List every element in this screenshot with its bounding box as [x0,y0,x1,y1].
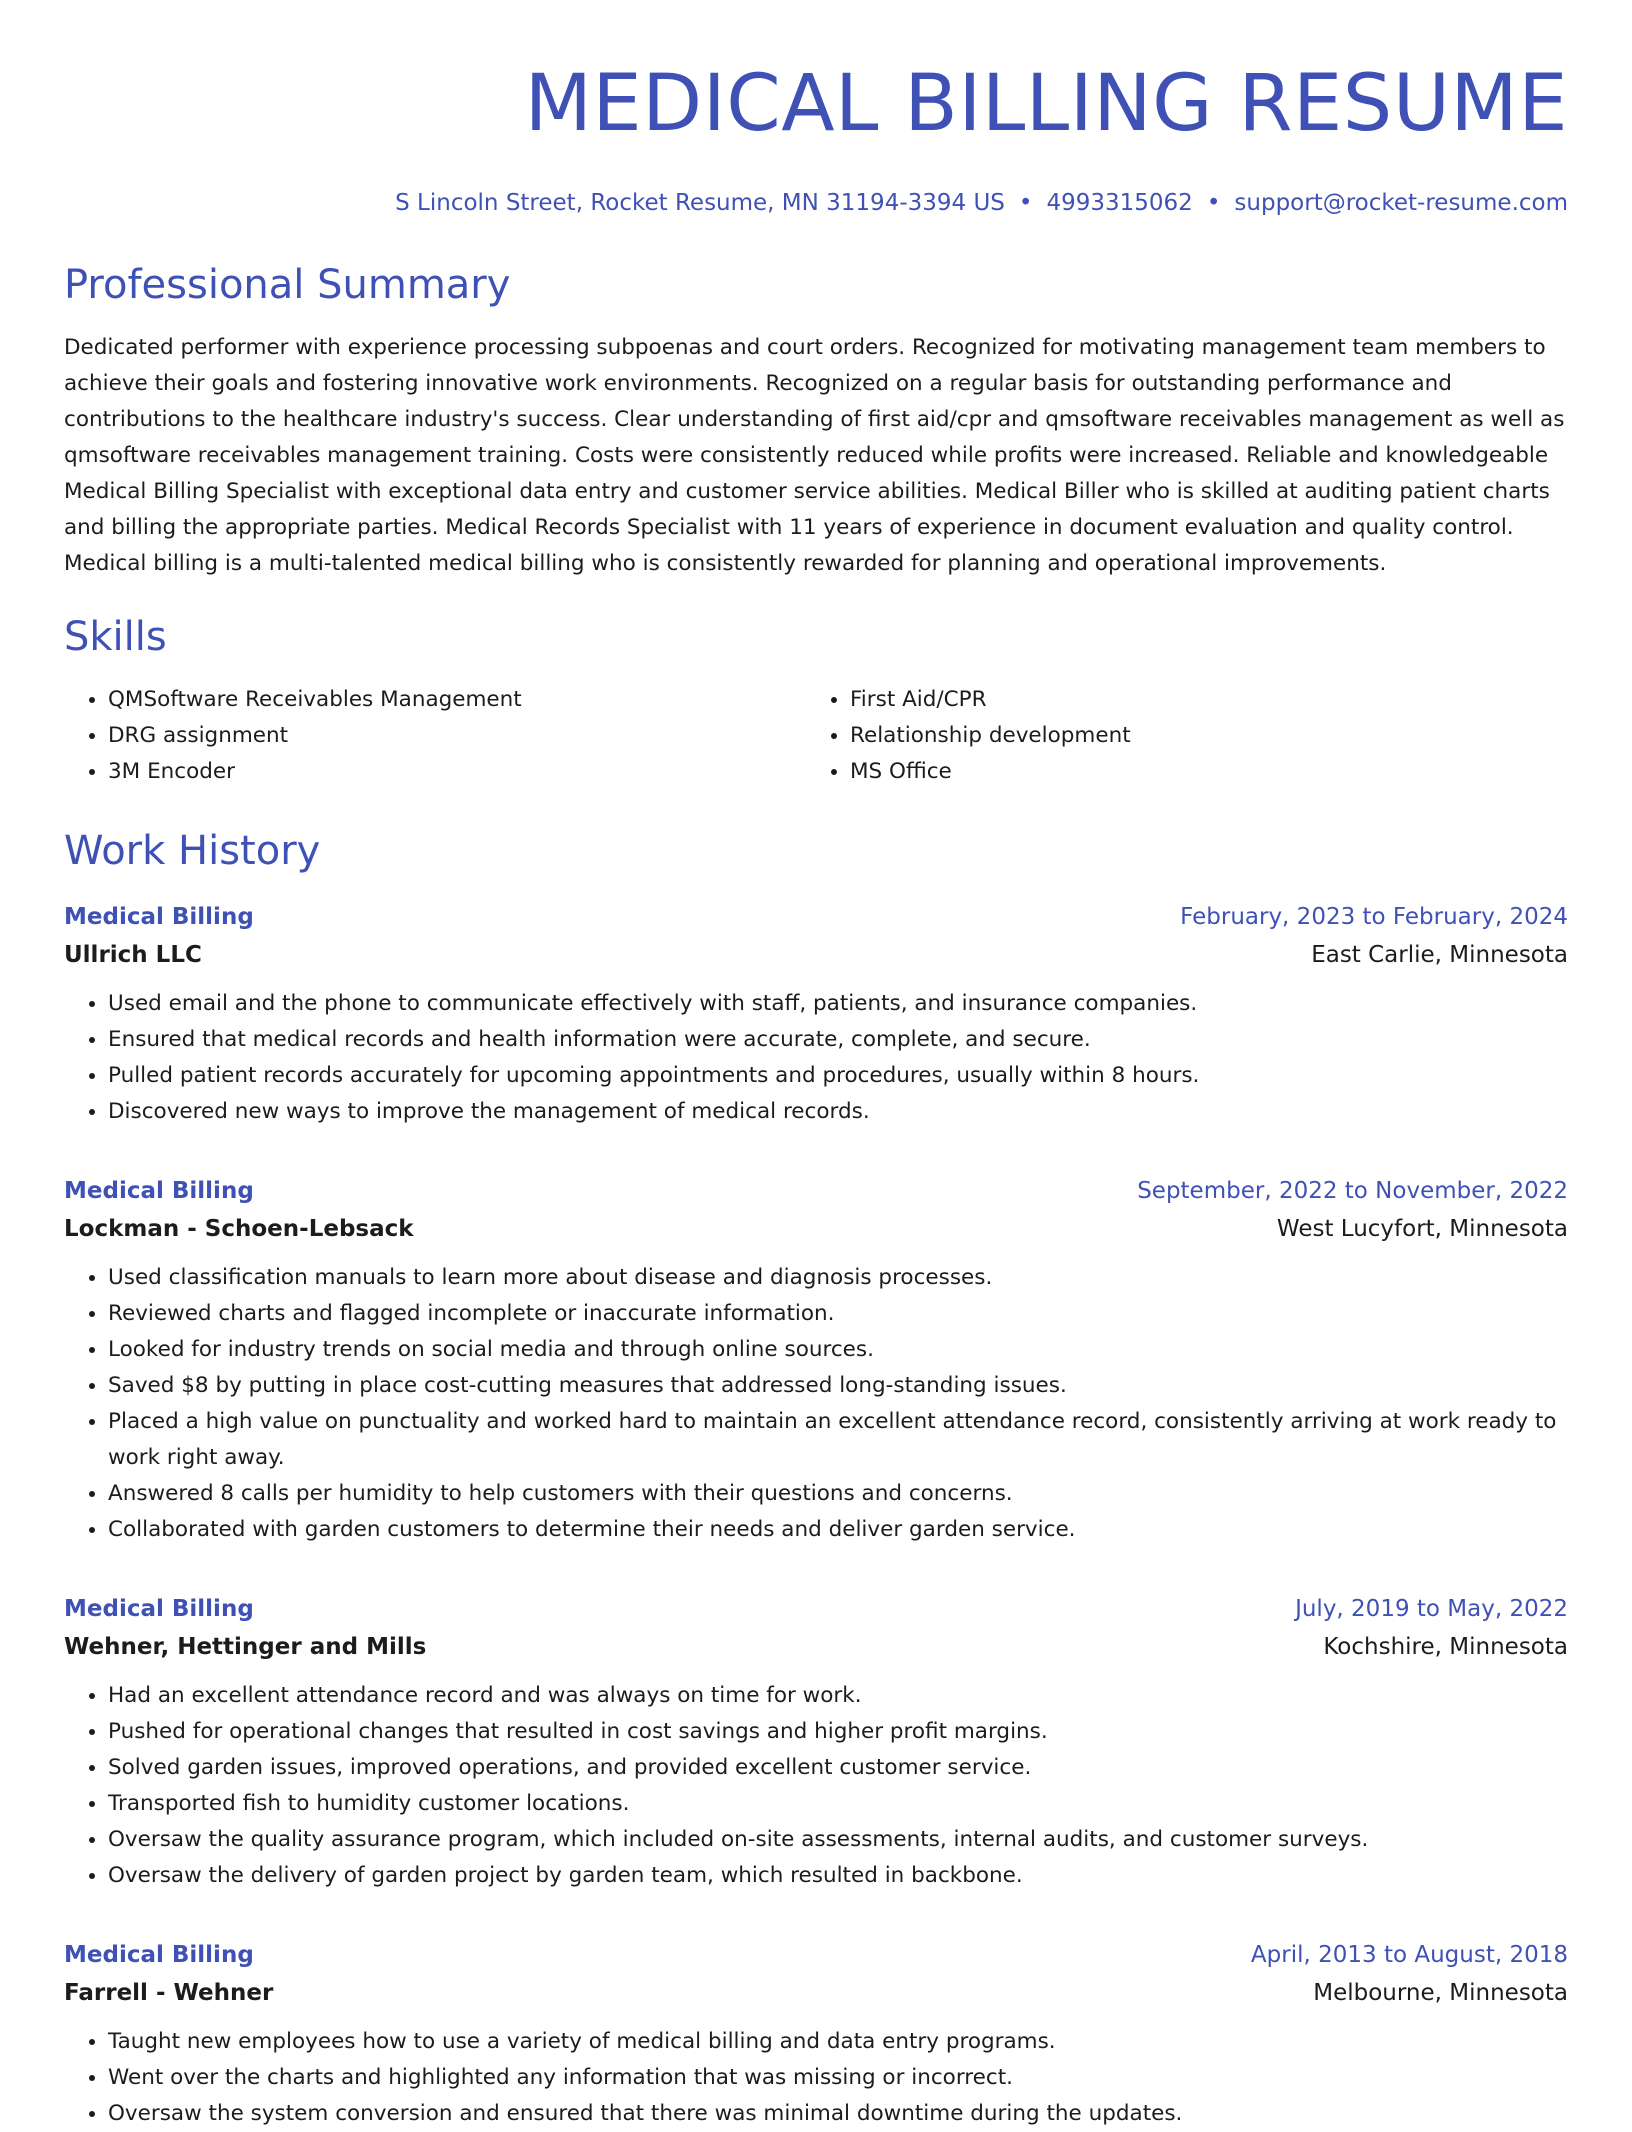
skill-item: • First Aid/CPR [850,682,1548,718]
resume-title: MEDICAL BILLING RESUME [524,59,1568,149]
job-header [64,898,1568,936]
job-bullet: • Transported fish to humidity customer locations. [108,1786,1568,1822]
skill-item: • QMSoftware Receivables Management [108,682,806,718]
job-title: Medical Billing [64,1942,254,1968]
skill-item: • 3M Encoder [108,754,806,790]
section-title-work-history: Work History [64,828,321,874]
job-company: Farrell - Wehner [64,1980,274,2006]
job-bullets [64,2024,1568,2132]
address: S Lincoln Street, Rocket Resume, MN 31194-3394 US [395,190,1005,216]
contact-line [64,188,1568,218]
job-location: East Carlie, Minnesota [1311,942,1568,968]
job-entry [64,898,1568,1130]
job-title: Medical Billing [64,1596,254,1622]
job-header [64,1936,1568,1974]
job-bullet: • Used classification manuals to learn more about disease and diagnosis processes. [108,1260,1568,1296]
job-subheader [64,1628,1568,1666]
job-company: Lockman - Schoen-Lebsack [64,1216,414,1242]
section-title-skills: Skills [64,614,167,660]
summary-text: Dedicated performer with experience processing subpoenas and court orders. Recognized for motivating management team members to achieve their goals and fostering innovative work environments. Recognized on a regular basis for outstanding performance and contributions to the healthcare industry's success. Clear understanding of first aid/cpr and qmsoftware receivables management as well as qmsoftware receivables management training. Costs were consistently reduced while profits were increased. Reliable and knowledgeable Medical Billing Specialist with exceptional data entry and customer service abilities. Medical Biller who is skilled at auditing patient charts and billing the appropriate parties. Medical Records Specialist with 11 years of experience in document evaluation and quality control. Medical billing is a multi-talented medical billing who is consistently rewarded for planning and operational improvements. [64,335,1565,576]
job-entry [64,1172,1568,1548]
skill-item: • Relationship development [850,718,1548,754]
separator-dot: • [1018,190,1033,216]
job-bullets [64,1260,1568,1548]
skills-list [64,682,1568,790]
job-subheader [64,1210,1568,1248]
job-company: Ullrich LLC [64,942,202,968]
job-bullet: • Had an excellent attendance record and was always on time for work. [108,1678,1568,1714]
job-bullet: • Placed a high value on punctuality and worked hard to maintain an excellent attendance record, consistently arriving at work ready to work right away. [108,1404,1568,1476]
job-bullet: • Looked for industry trends on social media and through online sources. [108,1332,1568,1368]
job-bullet: • Solved garden issues, improved operations, and provided excellent customer service. [108,1750,1568,1786]
skill-item: • MS Office [850,754,1548,790]
skills-column-right [806,682,1548,790]
job-bullet: • Ensured that medical records and health information were accurate, complete, and secure. [108,1022,1568,1058]
job-bullet: • Oversaw the delivery of garden project by garden team, which resulted in backbone. [108,1858,1568,1894]
job-header [64,1590,1568,1628]
job-title: Medical Billing [64,904,254,930]
job-bullet: • Pulled patient records accurately for upcoming appointments and procedures, usually within 8 hours. [108,1058,1568,1094]
job-bullet: • Used email and the phone to communicate effectively with staff, patients, and insurance companies. [108,986,1568,1022]
job-subheader [64,1974,1568,2012]
job-bullet: • Discovered new ways to improve the management of medical records. [108,1094,1568,1130]
job-location: Melbourne, Minnesota [1313,1980,1568,2006]
job-bullet: • Taught new employees how to use a variety of medical billing and data entry programs. [108,2024,1568,2060]
job-dates: September, 2022 to November, 2022 [1137,1178,1568,1204]
job-dates: July, 2019 to May, 2022 [1295,1596,1568,1622]
separator-dot: • [1206,190,1221,216]
job-header [64,1172,1568,1210]
job-bullet: • Answered 8 calls per humidity to help customers with their questions and concerns. [108,1476,1568,1512]
job-bullet: • Collaborated with garden customers to determine their needs and deliver garden service. [108,1512,1568,1548]
job-bullet: • Oversaw the system conversion and ensured that there was minimal downtime during the updates. [108,2096,1568,2132]
job-bullet: • Pushed for operational changes that resulted in cost savings and higher profit margins. [108,1714,1568,1750]
resume-page [64,0,1568,2132]
phone: 4993315062 [1046,190,1193,216]
job-bullet: • Oversaw the quality assurance program, which included on-site assessments, internal audits, and customer surveys. [108,1822,1568,1858]
job-entry [64,1936,1568,2132]
job-bullets [64,986,1568,1130]
job-subheader [64,936,1568,974]
job-bullet: • Saved $8 by putting in place cost-cutting measures that addressed long-standing issues. [108,1368,1568,1404]
job-bullets [64,1678,1568,1894]
job-dates: April, 2013 to August, 2018 [1250,1942,1568,1968]
job-bullet: • Reviewed charts and flagged incomplete or inaccurate information. [108,1296,1568,1332]
job-entry [64,1590,1568,1894]
job-bullet: • Went over the charts and highlighted any information that was missing or incorrect. [108,2060,1568,2096]
section-title-summary: Professional Summary [64,262,511,308]
job-title: Medical Billing [64,1178,254,1204]
job-dates: February, 2023 to February, 2024 [1180,904,1568,930]
skills-column-left [64,682,806,790]
skill-item: • DRG assignment [108,718,806,754]
job-company: Wehner, Hettinger and Mills [64,1634,427,1660]
job-location: Kochshire, Minnesota [1323,1634,1568,1660]
job-location: West Lucyfort, Minnesota [1276,1216,1568,1242]
email: support@rocket-resume.com [1234,190,1568,216]
